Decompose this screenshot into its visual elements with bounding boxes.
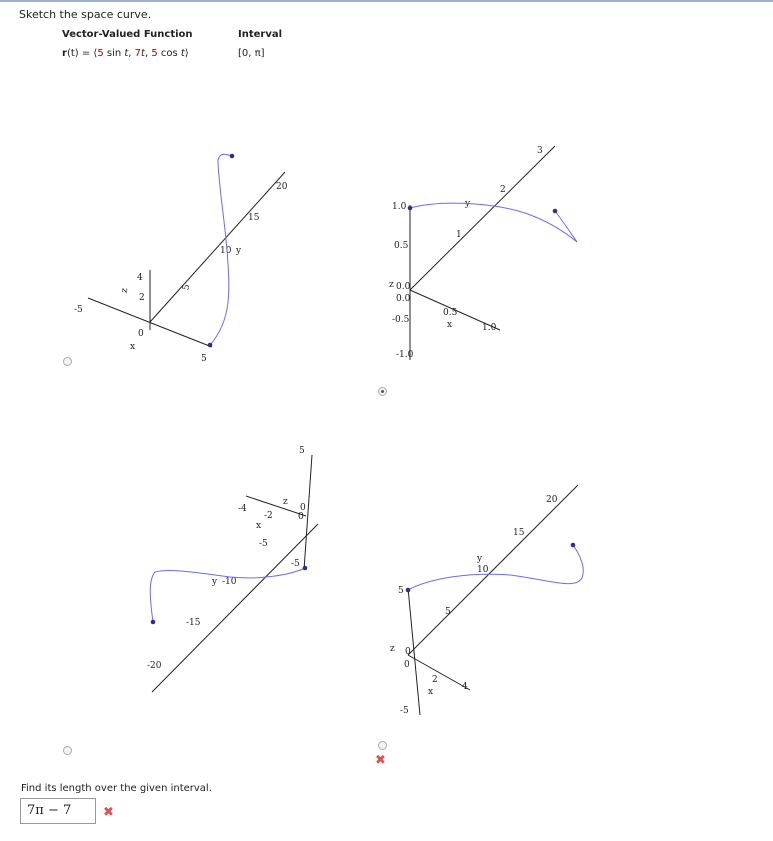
- curve-start-point: [208, 343, 213, 348]
- z-tick: 2: [139, 293, 145, 303]
- z-axis-label: z: [390, 644, 395, 654]
- x-axis-label: x: [428, 687, 434, 697]
- x-tick: 2: [432, 675, 438, 685]
- y-axis: [410, 146, 555, 290]
- z-tick: 0.0: [396, 282, 411, 292]
- curve-start-point: [406, 588, 411, 593]
- y-tick: 15: [248, 213, 260, 223]
- x-axis-label: x: [447, 320, 453, 330]
- radio-option-c[interactable]: [63, 746, 72, 755]
- interval-column-header: Interval: [238, 29, 283, 40]
- z-tick: 0.0: [396, 294, 411, 304]
- y-tick: -15: [186, 618, 201, 628]
- x-axis-label: x: [256, 521, 262, 531]
- x-tick: 5: [201, 354, 207, 364]
- radio-option-a[interactable]: [63, 357, 72, 366]
- curve-end-point: [151, 620, 156, 625]
- x-axis: [246, 496, 306, 516]
- plot-option-c: [130, 440, 330, 700]
- z-tick: -0.5: [392, 315, 410, 325]
- z-tick: -5: [400, 706, 409, 716]
- y-axis-label: y: [236, 246, 242, 256]
- y-tick: 20: [276, 182, 288, 192]
- x-tick: -2: [264, 511, 273, 521]
- y-tick: 1: [456, 230, 462, 240]
- y-tick: 20: [546, 495, 558, 505]
- z-axis-label: z: [283, 497, 288, 507]
- y-tick: 3: [537, 146, 543, 156]
- plot-option-a: [60, 140, 300, 370]
- top-rule: [0, 0, 773, 2]
- z-tick: 0: [138, 329, 144, 339]
- x-tick: 4: [462, 682, 468, 692]
- y-axis-label: y: [477, 554, 483, 564]
- curve-end-point: [553, 209, 558, 214]
- curve-end-point: [230, 154, 235, 159]
- curve-start-point: [408, 206, 413, 211]
- z-tick: -5: [291, 559, 300, 569]
- x-tick: 0: [300, 503, 306, 513]
- z-axis-label: z: [119, 287, 131, 294]
- y-tick: 15: [513, 528, 525, 538]
- x-axis-label: x: [130, 342, 136, 352]
- z-tick: 4: [137, 273, 143, 283]
- z-tick: 5: [398, 586, 404, 596]
- y-axis: [152, 524, 318, 692]
- x-tick: -5: [74, 305, 83, 315]
- y-tick: 10: [477, 565, 489, 575]
- y-axis: [150, 172, 285, 322]
- z-tick: -1.0: [396, 350, 414, 360]
- z-axis-label: z: [389, 280, 394, 290]
- y-tick: 5: [445, 607, 451, 617]
- function-column-header: Vector-Valued Function: [62, 29, 193, 40]
- prompt-text: Sketch the space curve.: [19, 8, 152, 21]
- option-incorrect-icon: ✖: [375, 753, 386, 768]
- x-tick: 0.5: [443, 308, 458, 318]
- radio-option-d[interactable]: [378, 741, 387, 750]
- z-tick: 0: [298, 512, 304, 522]
- y-tick: 5: [181, 283, 193, 291]
- question-2-text: Find its length over the given interval.: [21, 783, 212, 794]
- y-axis-label: y: [212, 577, 218, 587]
- z-tick: 0.5: [394, 241, 409, 251]
- length-answer-input[interactable]: 7π − 7: [20, 798, 96, 824]
- x-tick: -4: [238, 504, 247, 514]
- curve-end-point: [571, 543, 576, 548]
- z-tick: 5: [299, 446, 305, 456]
- x-tick: 0: [404, 660, 410, 670]
- plot-option-d: [385, 480, 600, 720]
- y-axis-label: y: [465, 199, 471, 209]
- z-tick: 0: [405, 647, 411, 657]
- radio-option-b[interactable]: [378, 387, 387, 396]
- y-tick: 10: [220, 246, 232, 256]
- y-tick: -20: [147, 661, 162, 671]
- curve-start-point: [303, 566, 308, 571]
- y-tick: -10: [222, 577, 237, 587]
- vector-function: r(t) = ⟨5 sin t, 7t, 5 cos t⟩: [62, 48, 189, 59]
- z-tick: 1.0: [392, 202, 407, 212]
- y-tick: 2: [500, 185, 506, 195]
- interval-value: [0, π]: [238, 48, 265, 59]
- x-tick: 1.0: [482, 323, 497, 333]
- space-curve: [410, 203, 577, 242]
- plot-option-b: [380, 140, 600, 370]
- x-tick: -5: [259, 539, 268, 549]
- y-axis: [408, 485, 578, 655]
- answer-incorrect-icon: ✖: [103, 805, 114, 820]
